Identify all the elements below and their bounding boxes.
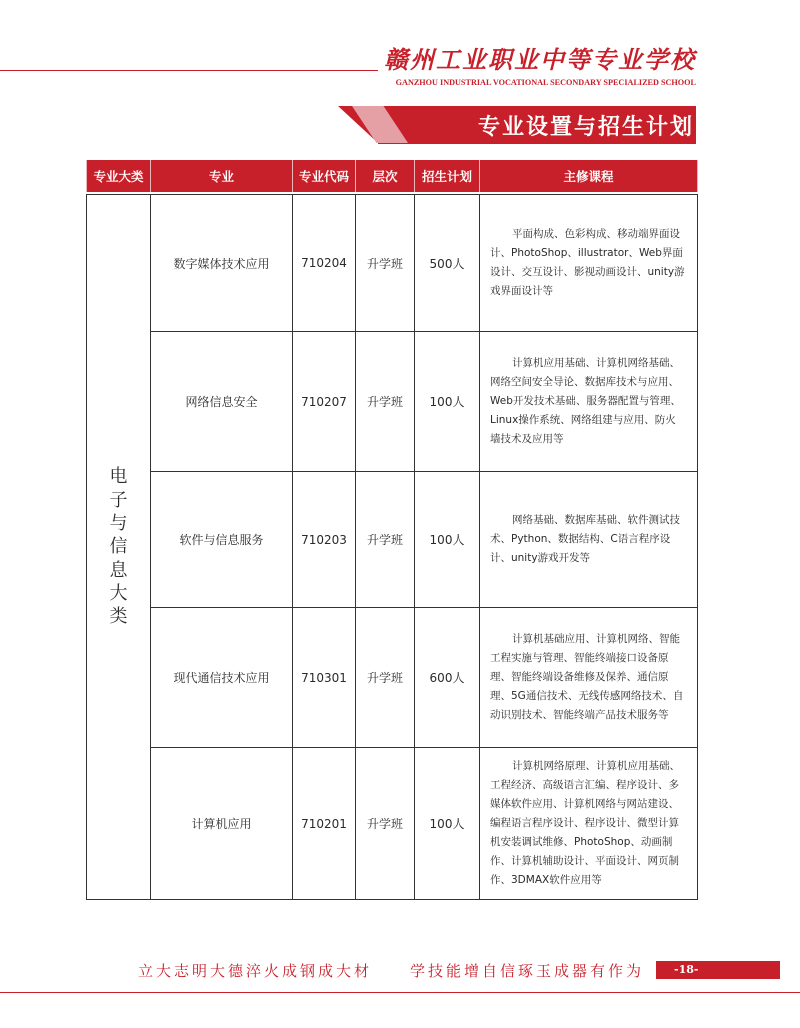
level-cell: 升学班 — [356, 608, 415, 748]
table-row — [87, 472, 698, 608]
courses-cell: 计算机应用基础、计算机网络基础、网络空间安全导论、数据库技术与应用、Web开发技术基础、服务器配置与管理、Linux操作系统、网络组建与应用、防火墙技术及应用等 — [480, 332, 698, 472]
code-cell: 710204 — [293, 195, 356, 332]
level-cell: 升学班 — [356, 195, 415, 332]
category-label: 电子与信息大类 — [109, 466, 128, 628]
code-cell: 710301 — [293, 608, 356, 748]
courses-cell: 网络基础、数据库基础、软件测试技术、Python、数据结构、C语言程序设计、unity游戏开发等 — [480, 472, 698, 608]
level-cell: 升学班 — [356, 332, 415, 472]
major-cell: 现代通信技术应用 — [151, 608, 293, 748]
header-rule-left — [0, 70, 378, 71]
page-number: -18- — [656, 961, 780, 979]
category-cell — [87, 195, 151, 900]
major-cell: 软件与信息服务 — [151, 472, 293, 608]
table-row — [87, 195, 698, 332]
column-header-major: 专业 — [151, 160, 293, 192]
plan-cell: 100人 — [415, 332, 480, 472]
courses-cell: 平面构成、色彩构成、移动端界面设计、PhotoShop、illustrator、Web界面设计、交互设计、影视动画设计、unity游戏界面设计等 — [480, 195, 698, 332]
footer-rule — [0, 992, 800, 993]
plan-cell: 100人 — [415, 748, 480, 900]
courses-cell: 计算机网络原理、计算机应用基础、工程经济、高级语言汇编、程序设计、多媒体软件应用、计算机网络与网站建设、编程语言程序设计、程序设计、微型计算机安装调试维修、PhotoShop、动画制作、计算机辅助设计、平面设计、网页制作、3DMAX软件应用等 — [480, 748, 698, 900]
courses-cell: 计算机基础应用、计算机网络、智能工程实施与管理、智能终端接口设备原理、智能终端设备维修及保养、通信原理、5G通信技术、无线传感网络技术、自动识别技术、智能终端产品技术服务等 — [480, 608, 698, 748]
column-header-category: 专业大类 — [87, 160, 151, 192]
table-row — [87, 748, 698, 900]
slogan-left: 立大志明大德淬火成钢成大材 — [138, 962, 373, 980]
banner-underline — [378, 143, 696, 144]
school-name-chinese: 赣州工业职业中等专业学校 — [384, 45, 696, 74]
column-header-level: 层次 — [356, 160, 415, 192]
table-row — [87, 332, 698, 472]
level-cell: 升学班 — [356, 472, 415, 608]
enrollment-plan-table — [86, 160, 698, 900]
code-cell: 710203 — [293, 472, 356, 608]
column-header-plan: 招生计划 — [415, 160, 480, 192]
slogan-right: 学技能增自信琢玉成器有作为 — [410, 962, 645, 980]
plan-cell: 600人 — [415, 608, 480, 748]
plan-cell: 100人 — [415, 472, 480, 608]
major-cell: 网络信息安全 — [151, 332, 293, 472]
level-cell: 升学班 — [356, 748, 415, 900]
section-title: 专业设置与招生计划 — [477, 115, 694, 140]
plan-cell: 500人 — [415, 195, 480, 332]
column-header-code: 专业代码 — [293, 160, 356, 192]
code-cell: 710201 — [293, 748, 356, 900]
table-row — [87, 608, 698, 748]
table-header-row — [87, 160, 698, 192]
code-cell: 710207 — [293, 332, 356, 472]
column-header-courses: 主修课程 — [480, 160, 698, 192]
school-name-english: GANZHOU INDUSTRIAL VOCATIONAL SECONDARY SPECIALIZED SCHOOL — [395, 78, 696, 87]
major-cell: 数字媒体技术应用 — [151, 195, 293, 332]
major-cell: 计算机应用 — [151, 748, 293, 900]
